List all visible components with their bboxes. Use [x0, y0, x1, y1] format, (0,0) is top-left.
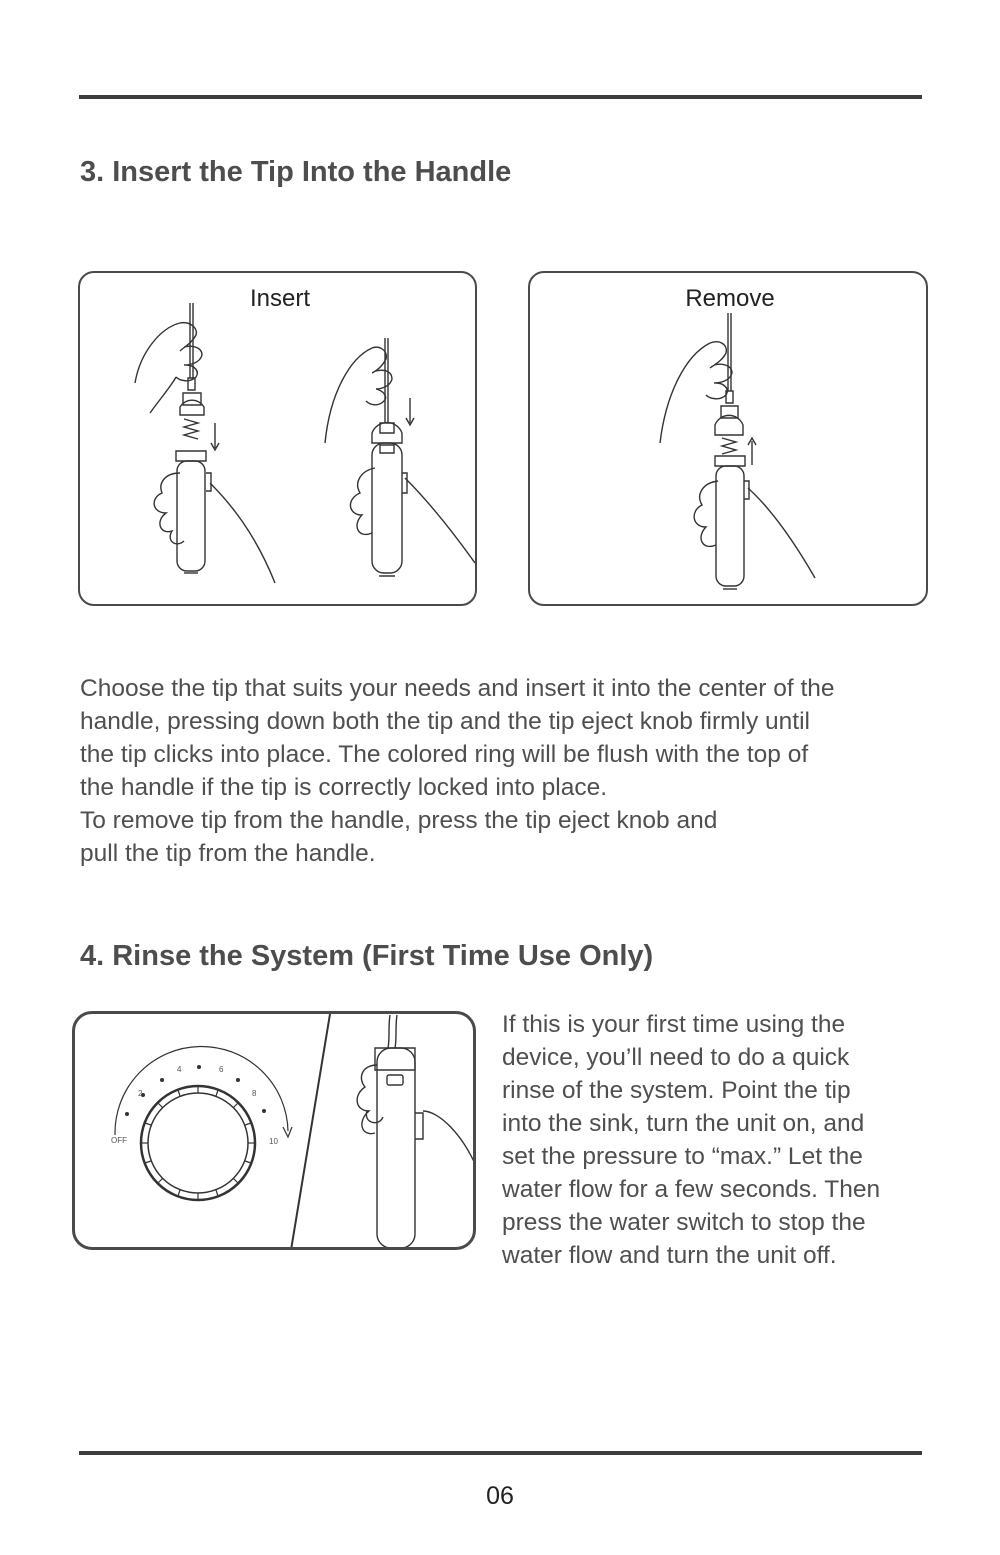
text-line: the tip clicks into place. The colored ring will be flush with the top of	[80, 741, 809, 768]
dial-label-off: OFF	[111, 1136, 127, 1145]
section-3-heading: 3. Insert the Tip Into the Handle	[80, 156, 512, 188]
text-line: set the pressure to “max.” Let the	[502, 1143, 863, 1170]
text-line: the handle if the tip is correctly locked into place.	[80, 774, 608, 801]
text-line: If this is your first time using the	[502, 1011, 846, 1038]
insert-label: Insert	[249, 285, 311, 312]
text-line: pull the tip from the handle.	[80, 840, 376, 867]
handle-figure	[357, 1015, 473, 1247]
insert-illustration	[80, 273, 477, 606]
panel-divider	[291, 1014, 330, 1247]
insert-illustration-panel	[78, 271, 477, 606]
rinse-illustration-panel	[72, 1011, 476, 1250]
remove-figure	[660, 313, 815, 589]
text-line: water flow and turn the unit off.	[502, 1242, 837, 1269]
top-rule	[79, 95, 922, 99]
rinse-instructions	[502, 1008, 942, 1272]
text-line: rinse of the system. Point the tip	[502, 1077, 851, 1104]
dial-label-2: 2	[138, 1089, 143, 1098]
text-line: into the sink, turn the unit on, and	[502, 1110, 865, 1137]
text-line: water flow for a few seconds. Then	[502, 1176, 881, 1203]
rinse-illustration	[75, 1014, 473, 1247]
pressure-dial	[115, 1046, 292, 1200]
text-line: handle, pressing down both the tip and the tip eject knob firmly until	[80, 708, 810, 735]
bottom-rule	[79, 1451, 922, 1455]
remove-illustration	[530, 273, 928, 606]
dial-label-8: 8	[252, 1089, 257, 1098]
text-line: To remove tip from the handle, press the tip eject knob and	[80, 807, 718, 834]
remove-label: Remove	[685, 285, 775, 312]
text-line: Choose the tip that suits your needs and insert it into the center of the	[80, 675, 835, 702]
dial-label-10: 10	[269, 1137, 278, 1146]
dial-label-6: 6	[219, 1065, 224, 1074]
page-number: 06	[486, 1482, 514, 1510]
section-4-heading: 4. Rinse the System (First Time Use Only)	[80, 940, 654, 972]
dial-label-4: 4	[177, 1065, 182, 1074]
remove-illustration-panel	[528, 271, 928, 606]
tip-instructions	[80, 672, 940, 870]
text-line: press the water switch to stop the	[502, 1209, 866, 1236]
insert-step-1-figure	[135, 303, 275, 583]
insert-step-2-figure	[325, 338, 475, 576]
text-line: device, you’ll need to do a quick	[502, 1044, 850, 1071]
